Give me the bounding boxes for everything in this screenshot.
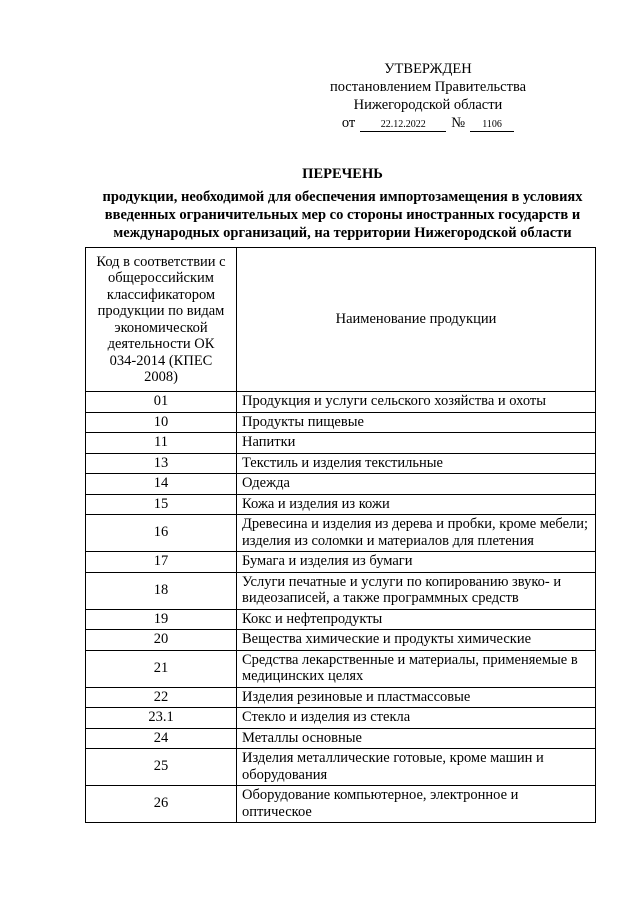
row-code: 26 bbox=[86, 786, 237, 823]
number-prefix: № bbox=[451, 115, 466, 131]
row-code: 19 bbox=[86, 609, 237, 630]
row-code: 14 bbox=[86, 474, 237, 495]
approval-stamp bbox=[300, 60, 556, 132]
table-row bbox=[86, 552, 596, 573]
row-name: Стекло и изделия из стекла bbox=[237, 708, 596, 729]
row-name: Средства лекарственные и материалы, применяемые в медицинских целях bbox=[237, 650, 596, 687]
row-name: Оборудование компьютерное, электронное и оптическое bbox=[237, 786, 596, 823]
table-row bbox=[86, 392, 596, 413]
row-name: Напитки bbox=[237, 433, 596, 454]
approval-number: 1106 bbox=[470, 119, 514, 132]
row-code: 01 bbox=[86, 392, 237, 413]
row-name: Продукты пищевые bbox=[237, 412, 596, 433]
table-row bbox=[86, 749, 596, 786]
header-code: Код в соответствии с общероссийским классификатором продукции по видам экономической деятельности ОК 034-2014 (КПЕС 2008) bbox=[86, 248, 237, 392]
row-name: Изделия резиновые и пластмассовые bbox=[237, 687, 596, 708]
table-header-row bbox=[86, 248, 596, 392]
row-code: 20 bbox=[86, 630, 237, 651]
header-name: Наименование продукции bbox=[237, 248, 596, 392]
row-name: Кокс и нефтепродукты bbox=[237, 609, 596, 630]
row-name: Бумага и изделия из бумаги bbox=[237, 552, 596, 573]
date-prefix: от bbox=[341, 115, 356, 131]
table-row bbox=[86, 687, 596, 708]
row-name: Услуги печатные и услуги по копированию звуко- и видеозаписей, а также программных средств bbox=[237, 572, 596, 609]
row-name: Кожа и изделия из кожи bbox=[237, 494, 596, 515]
row-code: 22 bbox=[86, 687, 237, 708]
table-row bbox=[86, 474, 596, 495]
approval-region: Нижегородской области bbox=[353, 97, 503, 113]
approval-title: УТВЕРЖДЕН bbox=[384, 61, 472, 77]
row-code: 11 bbox=[86, 433, 237, 454]
document-title bbox=[80, 165, 605, 242]
row-name: Вещества химические и продукты химические bbox=[237, 630, 596, 651]
row-code: 10 bbox=[86, 412, 237, 433]
table-row bbox=[86, 650, 596, 687]
row-code: 23.1 bbox=[86, 708, 237, 729]
table-row bbox=[86, 412, 596, 433]
row-code: 16 bbox=[86, 515, 237, 552]
row-name: Металлы основные bbox=[237, 728, 596, 749]
table-row bbox=[86, 433, 596, 454]
table-row bbox=[86, 630, 596, 651]
table-row bbox=[86, 494, 596, 515]
title-subtitle: продукции, необходимой для обеспечения импортозамещения в условиях введенных ограничительных мер со стороны иностранных государств и международных организаций, на территории Нижегородской области bbox=[102, 189, 583, 241]
row-name: Изделия металлические готовые, кроме машин и оборудования bbox=[237, 749, 596, 786]
row-name: Древесина и изделия из дерева и пробки, кроме мебели; изделия из соломки и материалов для плетения bbox=[237, 515, 596, 552]
row-code: 25 bbox=[86, 749, 237, 786]
row-name: Продукция и услуги сельского хозяйства и охоты bbox=[237, 392, 596, 413]
row-code: 24 bbox=[86, 728, 237, 749]
row-code: 21 bbox=[86, 650, 237, 687]
row-code: 13 bbox=[86, 453, 237, 474]
row-code: 15 bbox=[86, 494, 237, 515]
table-row bbox=[86, 708, 596, 729]
product-table bbox=[85, 247, 596, 823]
table-row bbox=[86, 728, 596, 749]
row-code: 17 bbox=[86, 552, 237, 573]
table-row bbox=[86, 609, 596, 630]
approval-date-row bbox=[300, 114, 556, 132]
row-name: Одежда bbox=[237, 474, 596, 495]
row-name: Текстиль и изделия текстильные bbox=[237, 453, 596, 474]
approval-authority: постановлением Правительства bbox=[329, 79, 527, 95]
table-row bbox=[86, 515, 596, 552]
approval-date: 22.12.2022 bbox=[360, 119, 446, 132]
row-code: 18 bbox=[86, 572, 237, 609]
table-row bbox=[86, 786, 596, 823]
table-row bbox=[86, 453, 596, 474]
title-heading: ПЕРЕЧЕНЬ bbox=[302, 166, 383, 182]
table-row bbox=[86, 572, 596, 609]
